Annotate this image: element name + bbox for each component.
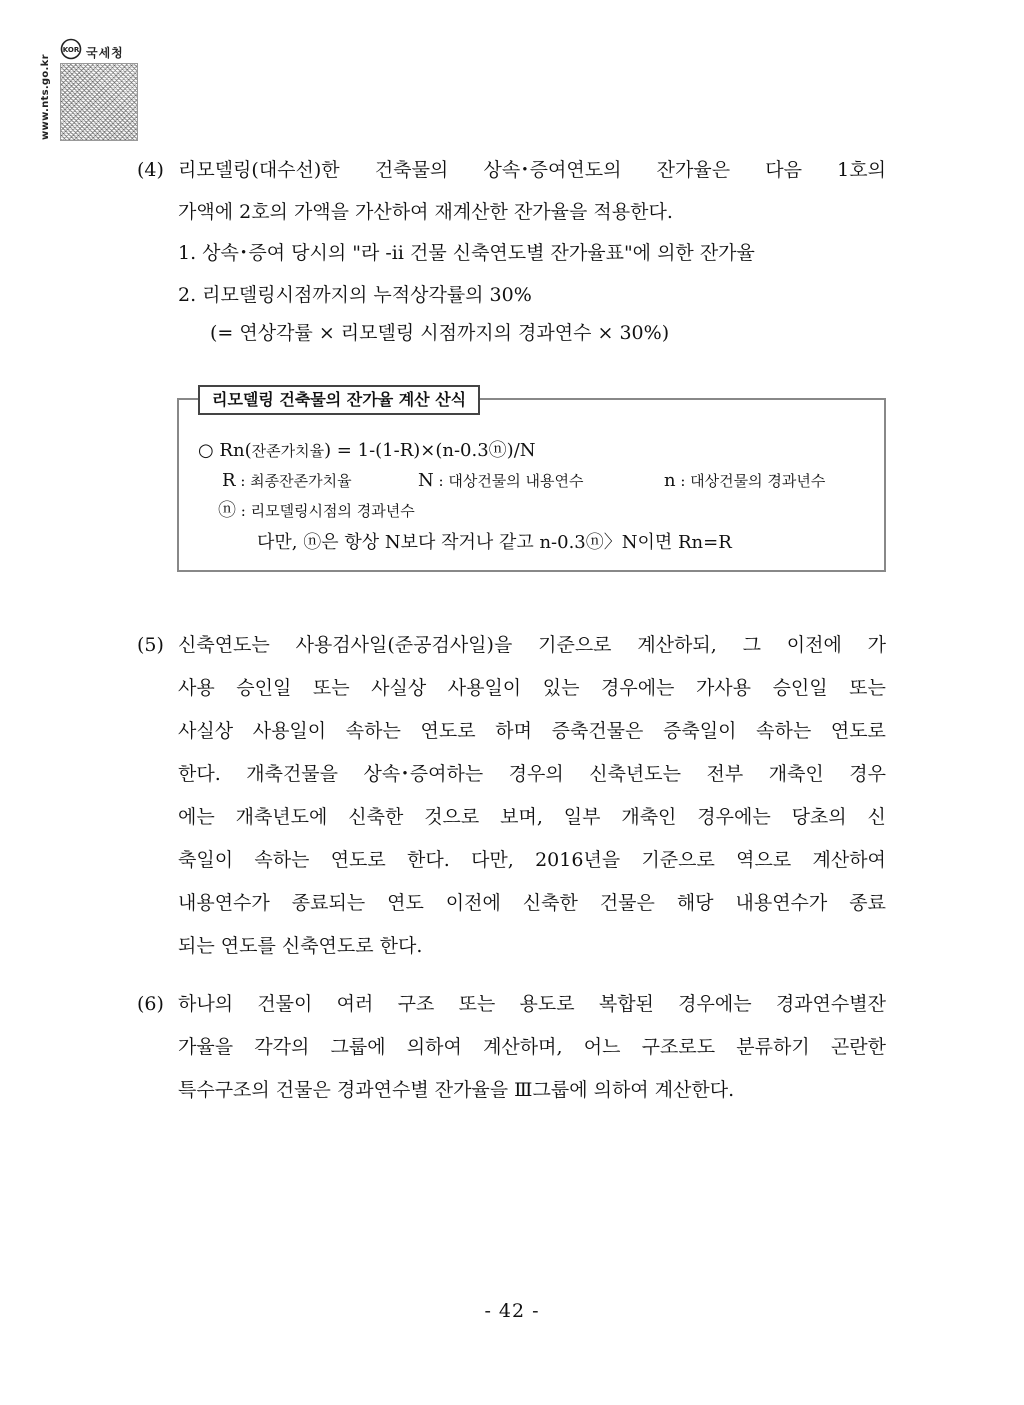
- def-R: R : 최종잔존가치율: [222, 470, 352, 491]
- item4-line1: 리모델링(대수선)한 건축물의 상속･증여연도의 잔가율은 다음 1호의: [178, 159, 886, 181]
- item5-number: (5): [137, 634, 164, 656]
- item4-number: (4): [137, 159, 164, 181]
- page-number: - 42 -: [484, 1300, 540, 1322]
- item4-sub2: 2. 리모델링시점까지의 누적상각률의 30%: [178, 284, 532, 306]
- item5-line: 한다. 개축건물을 상속･증여하는 경우의 신축년도는 전부 개축인 경우: [178, 763, 886, 785]
- def-n: n : 대상건물의 경과년수: [664, 470, 826, 491]
- item5-line: 사실상 사용일이 속하는 연도로 하며 증축건물은 증축일이 속하는 연도로: [178, 720, 886, 742]
- def-N: N : 대상건물의 내용연수: [418, 470, 584, 491]
- item6-line: 하나의 건물이 여러 구조 또는 용도로 복합된 경우에는 경과연수별잔: [178, 993, 886, 1015]
- item6-number: (6): [137, 993, 164, 1015]
- item5-line: 사용 승인일 또는 사실상 사용일이 있는 경우에는 가사용 승인일 또는: [178, 677, 886, 699]
- item6-last-line: 특수구조의 건물은 경과연수별 잔가율을 Ⅲ그룹에 의하여 계산한다.: [178, 1079, 735, 1101]
- item5-last-line: 되는 연도를 신축연도로 한다.: [178, 935, 423, 957]
- org-name: 국세청: [86, 46, 124, 60]
- def-circled-n: ⓝ : 리모델링시점의 경과년수: [218, 500, 415, 521]
- item4-sub2-note: (= 연상각률 × 리모델링 시점까지의 경과연수 × 30%): [210, 322, 670, 344]
- formula-line: ○ Rn(잔존가치율) = 1-(1-R)×(n-0.3ⓝ)/N: [198, 440, 536, 461]
- item4-sub1: 1. 상속･증여 당시의 "라 -ⅱ 건물 신축연도별 잔가율표"에 의한 잔가율: [178, 242, 755, 264]
- item5-line: 신축연도는 사용검사일(준공검사일)을 기준으로 계산하되, 그 이전에 가: [178, 634, 886, 656]
- item6-line: 가율을 각각의 그룹에 의하여 계산하며, 어느 구조로도 분류하기 곤란한: [178, 1036, 886, 1058]
- item5-line: 에는 개축년도에 신축한 것으로 보며, 일부 개축인 경우에는 당초의 신: [178, 806, 886, 828]
- qr-code-icon: [60, 63, 138, 141]
- item5-line: 축일이 속하는 연도로 한다. 다만, 2016년을 기준으로 역으로 계산하여: [178, 849, 886, 871]
- calc-box-title: 리모델링 건축물의 잔가율 계산 산식: [198, 385, 480, 415]
- kor-emblem-icon: [60, 38, 82, 60]
- formula-condition: 다만, ⓝ은 항상 N보다 작거나 같고 n-0.3ⓝ〉N이면 Rn=R: [257, 532, 732, 553]
- item4-line2: 가액에 2호의 가액을 가산하여 재계산한 잔가율을 적용한다.: [178, 201, 673, 223]
- item5-line: 내용연수가 종료되는 연도 이전에 신축한 건물은 해당 내용연수가 종료: [178, 892, 886, 914]
- emblem-text: KOR: [62, 46, 80, 54]
- header-url: www.nts.go.kr: [40, 54, 51, 140]
